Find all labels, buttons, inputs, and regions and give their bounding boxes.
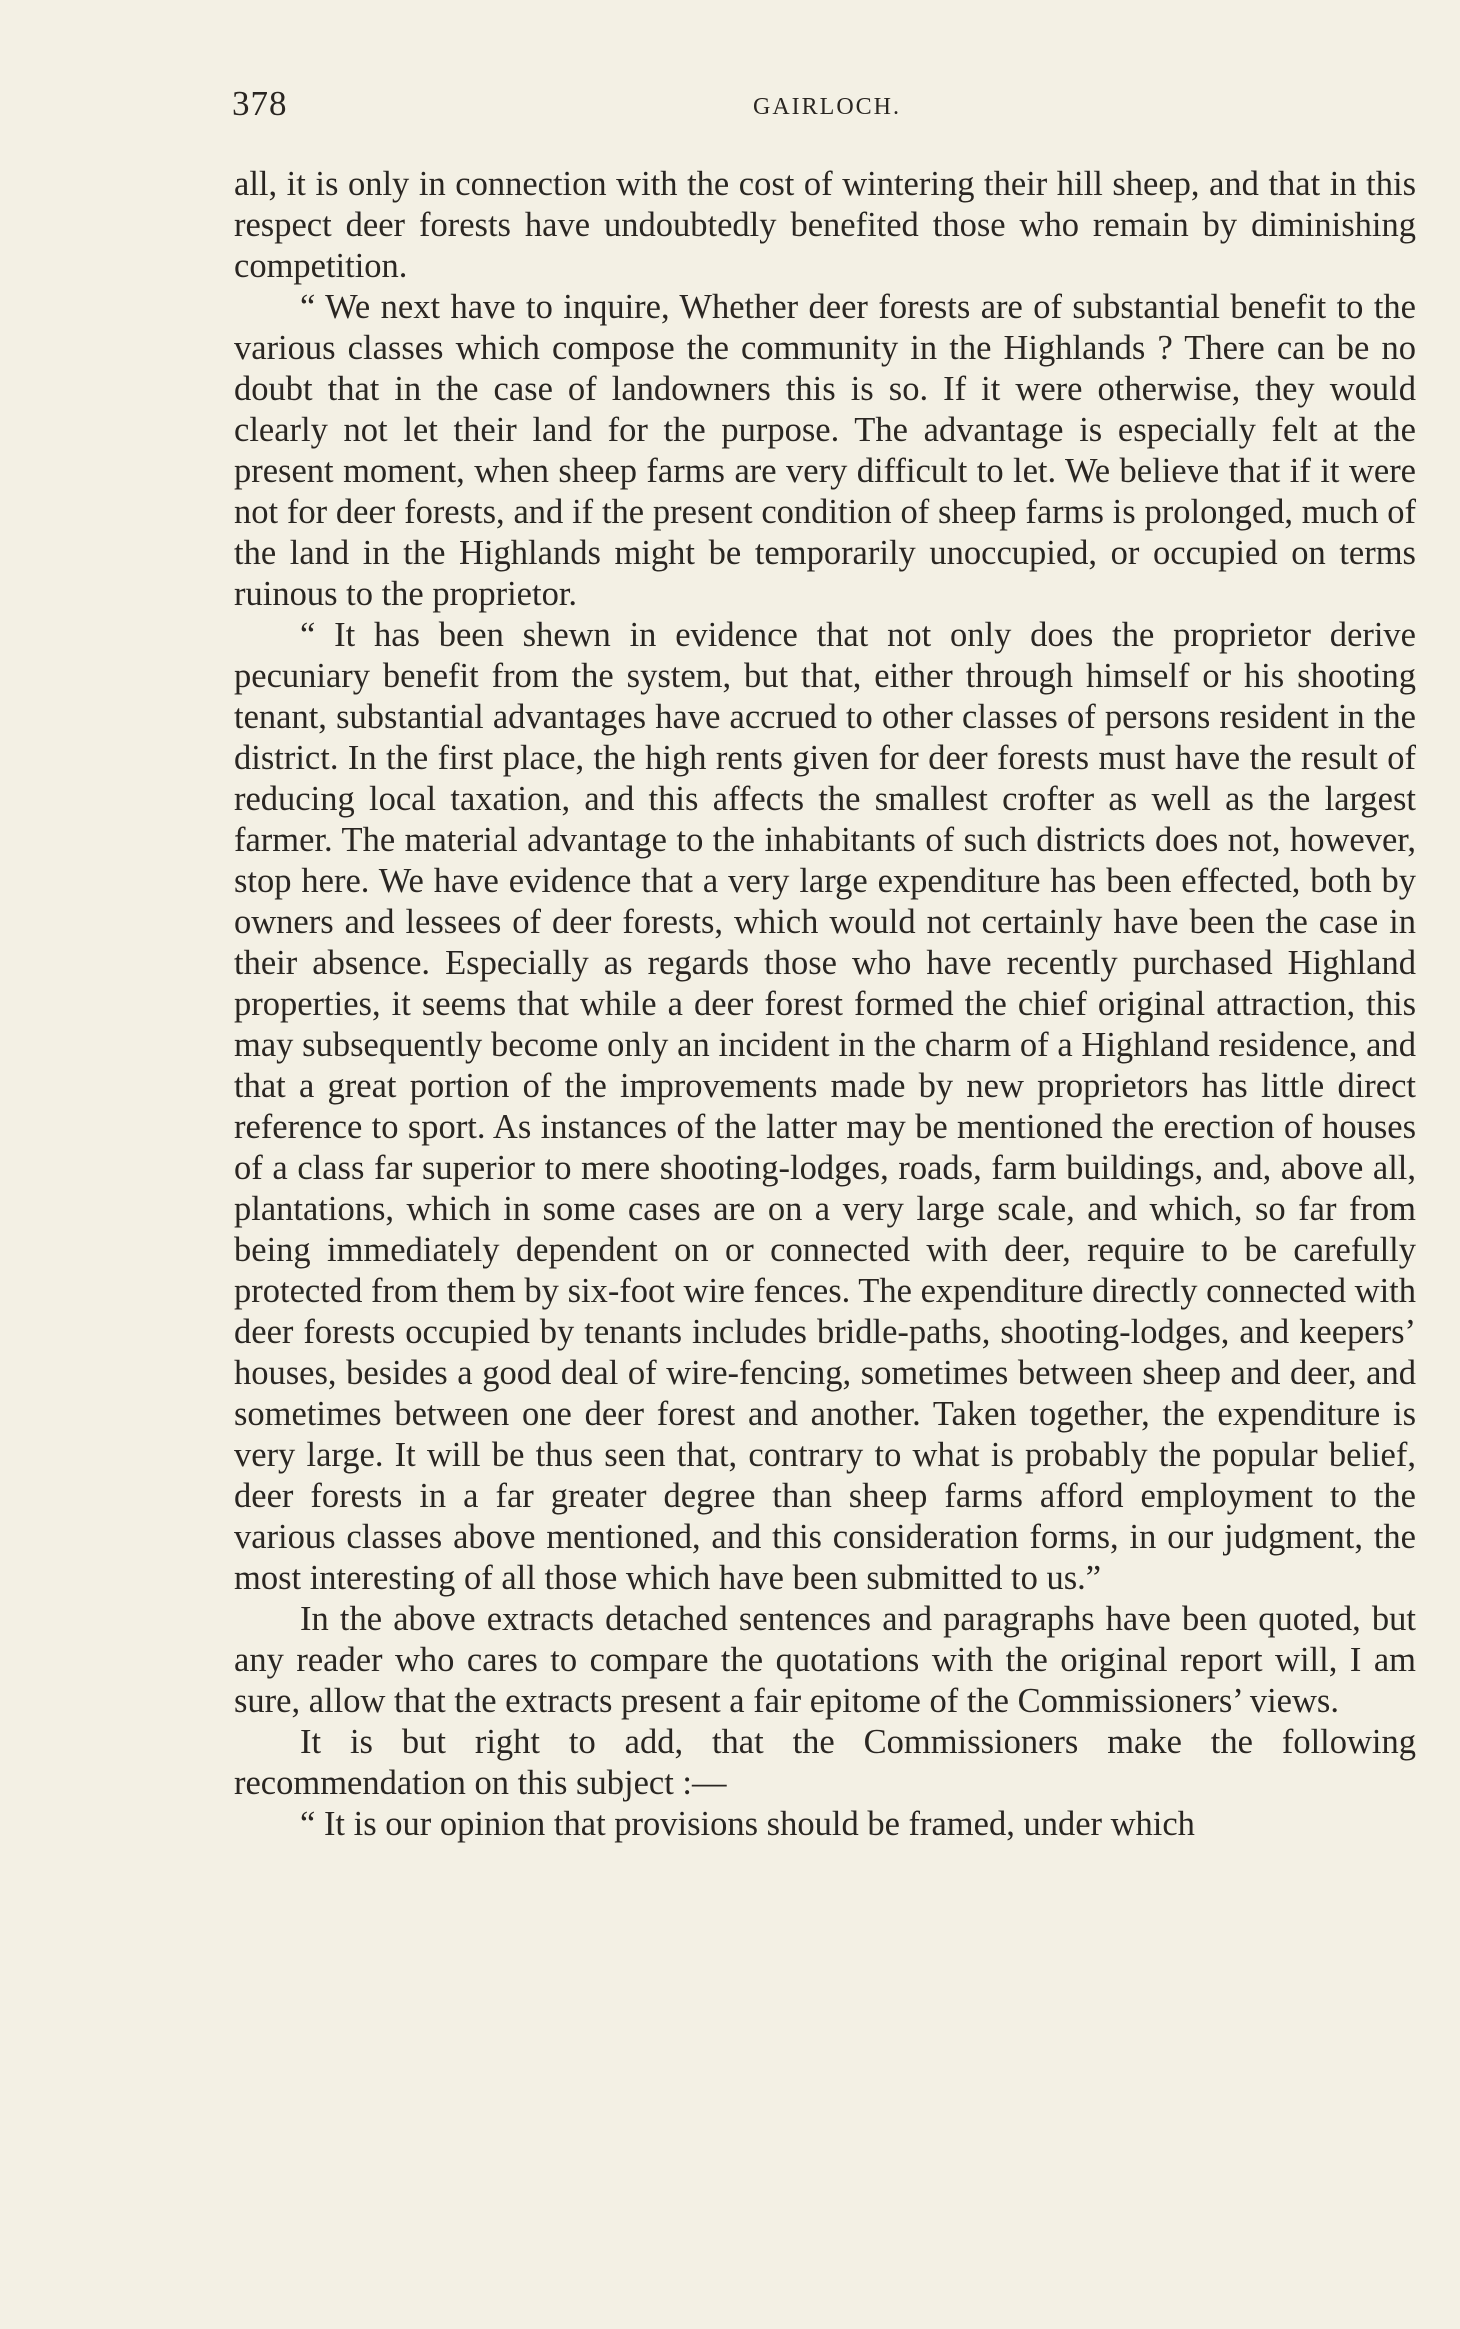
body-text — [234, 164, 1416, 1845]
page-header — [232, 84, 1422, 130]
paragraph-6: “ It is our opinion that provisions should be framed, under which — [300, 1805, 1195, 1843]
paragraph-1: all, it is only in connection with the cost of wintering their hill sheep, and that in this respect deer forests have undoubtedly benefited those who remain by diminishing competition. — [234, 165, 1416, 285]
paragraph-5: It is but right to add, that the Commissioners make the following recommendation on this subject :— — [234, 1723, 1416, 1802]
paragraph-4: In the above extracts detached sentences and paragraphs have been quoted, but any reader who cares to compare the quotations with the original report will, I am sure, allow that the extracts present a fair epitome of the Commissioners’ views. — [234, 1600, 1416, 1720]
paragraph-2: “ We next have to inquire, Whether deer forests are of substantial benefit to the various classes which compose the community in the Highlands ? There can be no doubt that in the case of landowners this is so. If it were otherwise, they would clearly not let their land for the purpose. The advantage is especially felt at the present moment, when sheep farms are very difficult to let. We believe that if it were not for deer forests, and if the present condition of sheep farms is prolonged, much of the land in the Highlands might be temporarily unoccupied, or occupied on terms ruinous to the proprietor. — [234, 288, 1416, 613]
page-number: 378 — [232, 84, 288, 123]
running-title: GAIRLOCH. — [753, 94, 901, 120]
paragraph-3: “ It has been shewn in evidence that not only does the proprietor derive pecuniary benefit from the system, but that, either through himself or his shooting tenant, substantial advantages have accrued to other classes of persons resident in the district. In the first place, the high rents given for deer forests must have the result of reducing local taxation, and this affects the smallest crofter as well as the largest farmer. The material advantage to the inhabitants of such districts does not, however, stop here. We have evidence that a very large expenditure has been effected, both by owners and lessees of deer forests, which would not certainly have been the case in their absence. Especially as regards those who have recently purchased Highland properties, it seems that while a deer forest formed the chief original attraction, this may subsequently become only an incident in the charm of a Highland residence, and that a great portion of the improvements made by new proprietors has little direct reference to sport. As instances of the latter may be mentioned the erection of houses of a class far superior to mere shooting-lodges, roads, farm buildings, and, above all, plantations, which in some cases are on a very large scale, and which, so far from being immediately dependent on or connected with deer, require to be carefully protected from them by six-foot wire fences. The expenditure directly connected with deer forests occupied by tenants includes bridle-paths, shooting-lodges, and keepers’ houses, besides a good deal of wire-fencing, sometimes between sheep and deer, and sometimes between one deer forest and another. Taken together, the expenditure is very large. It will be thus seen that, contrary to what is probably the popular belief, deer forests in a far greater degree than sheep farms afford employment to the various classes above mentioned, and this consideration forms, in our judgment, the most interesting of all those which have been submitted to us.” — [234, 616, 1416, 1597]
